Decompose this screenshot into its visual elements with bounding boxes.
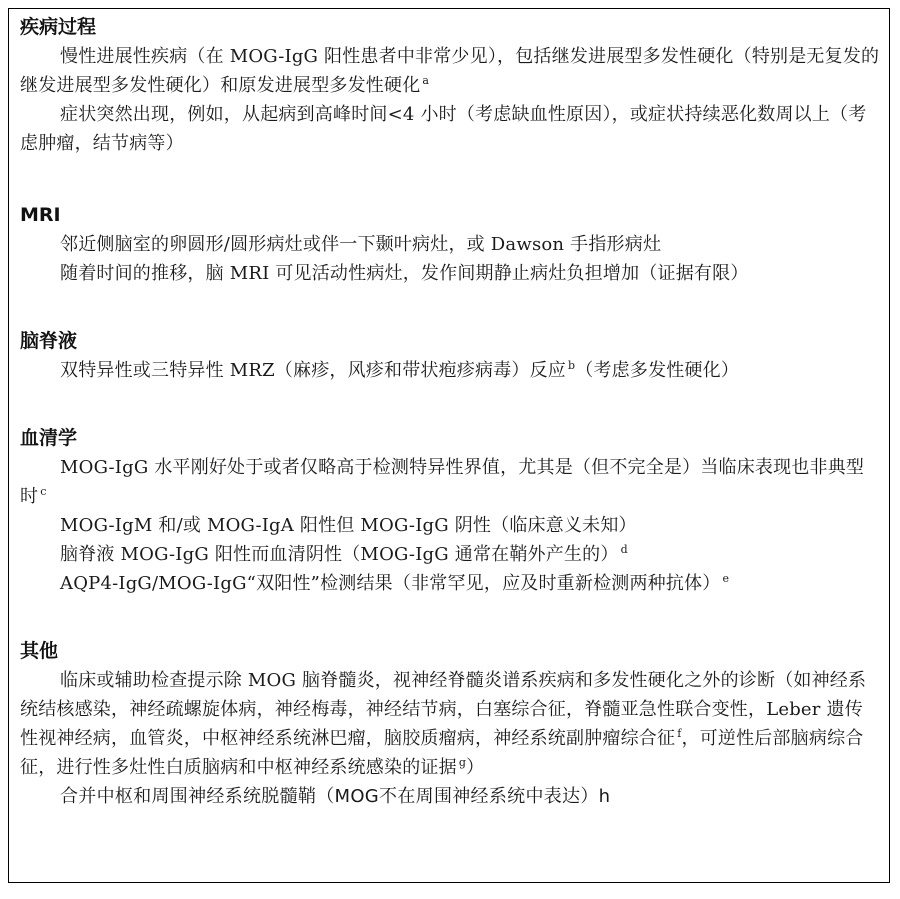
- footnote-marker: b: [568, 359, 576, 372]
- section-disease-course: [20, 14, 880, 158]
- section-heading: 脑脊液: [20, 330, 78, 352]
- section-csf: [20, 328, 880, 385]
- section-heading: MRI: [20, 204, 61, 226]
- section-heading: 疾病过程: [20, 16, 97, 38]
- paragraph: AQP4-IgG/MOG-IgG“双阳性”检测结果（非常罕见，应及时重新检测两种抗体） $^e$: [60, 572, 730, 594]
- paragraph: 症状突然出现，例如，从起病到高峰时间<4 小时（考虑缺血性原因），或症状持续恶化数周以上（考虑肿瘤，结节病等）: [20, 104, 867, 154]
- paragraph: MOG-IgM 和/或 MOG-IgA 阳性但 MOG-IgG 阴性（临床意义未知）: [60, 515, 637, 536]
- paragraph: 邻近侧脑室的卵圆形/圆形病灶或伴一下颞叶病灶，或 Dawson 手指形病灶: [60, 234, 662, 255]
- section-serology: [20, 425, 880, 598]
- footnote-marker: a: [422, 74, 430, 87]
- paragraph: 慢性进展性疾病（在 MOG-IgG 阳性患者中非常少见），包括继发进展型多发性硬化（特别是无复发的继发进展型多发性硬化）和原发进展型多发性硬化 $^a$: [20, 46, 880, 96]
- section-heading: 血清学: [20, 427, 78, 449]
- paragraph: 合并中枢和周围神经系统脱髓鞘（MOG不在周围神经系统中表达）h: [60, 786, 611, 807]
- paragraph: 脑脊液 MOG-IgG 阳性而血清阴性（MOG-IgG 通常在鞘外产生的） $^d$: [60, 543, 628, 565]
- footnote-marker: d: [620, 543, 628, 556]
- paragraph: MOG-IgG 水平刚好处于或者仅略高于检测特异性界值，尤其是（但不完全是）当临床表现也非典型时 $^c$: [20, 457, 865, 507]
- paragraph: 临床或辅助检查提示除 MOG 脑脊髓炎，视神经脊髓炎谱系疾病和多发性硬化之外的诊断（如神经系统结核感染，神经疏螺旋体病，神经梅毒，神经结节病，白塞综合征，脊髓亚急性联合变性，Leber 遗传性视神经病，血管炎，中枢神经系统淋巴瘤，脑胶质瘤病，神经系统副肿瘤综合征 $^f$，可逆性后部脑病综合征，进行性多灶性白质脑病和中枢神经系统感染的证据 $^g$）: [20, 670, 867, 778]
- footnote-marker: g: [458, 756, 467, 769]
- section-mri: [20, 202, 880, 288]
- paragraph: 双特异性或三特异性 MRZ（麻疹，风疹和带状疱疹病毒）反应 $^b$（考虑多发性硬化）: [60, 359, 740, 381]
- footnote-marker: f: [677, 727, 682, 740]
- document-content: [20, 14, 880, 811]
- footnote-marker: c: [40, 485, 47, 498]
- section-other: [20, 638, 880, 811]
- footnote-marker: e: [722, 572, 730, 585]
- section-heading: 其他: [20, 640, 59, 662]
- paragraph: 随着时间的推移，脑 MRI 可见活动性病灶，发作间期静止病灶负担增加（证据有限）: [60, 263, 749, 284]
